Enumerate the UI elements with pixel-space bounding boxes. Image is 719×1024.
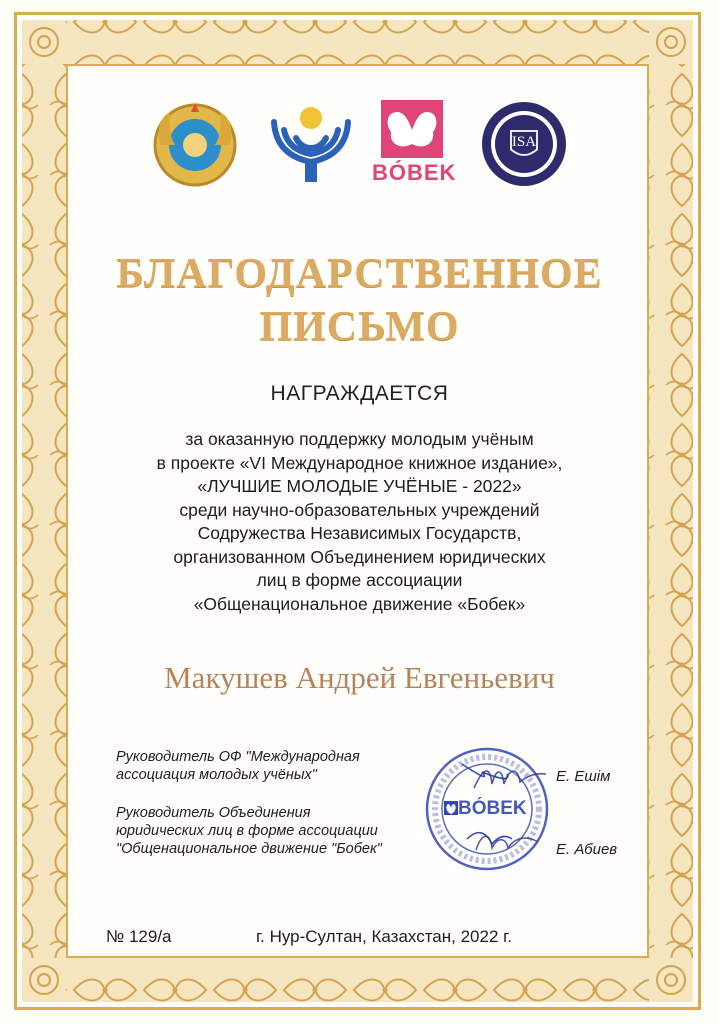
signatory-2-role — [116, 804, 382, 858]
award-text-line: «Общенациональное движение «Бобек» — [193, 593, 526, 614]
award-text-line: Содружества Независимых Государств, — [197, 523, 522, 543]
award-text-line: лиц в форме ассоциации — [256, 570, 463, 590]
award-text-line: в проекте «VI Международное книжное издание», — [156, 452, 563, 473]
document-number: № 129/а — [106, 927, 172, 946]
butterfly-icon — [381, 100, 443, 158]
signatory-role-line: Руководитель ОФ "Международная — [116, 749, 360, 765]
kazakhstan-emblem-icon — [150, 100, 240, 190]
signatory-role-line: "Общенациональное движение "Бобек" — [116, 841, 382, 857]
award-text — [0, 428, 719, 616]
cis-logo-icon — [266, 100, 356, 186]
signatory-role-line: юридических лиц в форме ассоциации — [116, 823, 378, 839]
award-text-line: среди научно-образовательных учреждений — [179, 499, 540, 520]
isa-logo — [480, 100, 568, 188]
signatory-role-line: ассоциация молодых учёных" — [116, 767, 317, 783]
title-line-2: ПИСЬМО — [259, 304, 460, 350]
recipient-name: Макушев Андрей Евгеньевич — [164, 660, 555, 695]
award-label: НАГРАЖДАЕТСЯ — [270, 382, 449, 405]
award-text-line: организованном Объединением юридических — [173, 546, 546, 567]
signatory-1-name: Е. Ешім — [556, 768, 611, 785]
signature-1-icon — [470, 760, 550, 796]
award-text-line: за оказанную поддержку молодым учёным — [185, 429, 534, 449]
isa-logo-text: ISA — [511, 134, 537, 150]
place-and-date: г. Нур-Султан, Казахстан, 2022 г. — [256, 927, 512, 946]
signatory-2-name: Е. Абиев — [556, 841, 618, 858]
stamp-center-text: BÓBEK — [458, 798, 527, 819]
award-text-line: «ЛУЧШИЕ МОЛОДЫЕ УЧЁНЫЕ - 2022» — [197, 476, 522, 496]
signatory-role-line: Руководитель Объединения — [116, 805, 311, 821]
bobek-logo — [372, 100, 457, 190]
bobek-logo-text: BÓBEK — [372, 160, 457, 185]
signature-2-icon — [472, 826, 542, 856]
signatory-1-role — [116, 748, 360, 784]
title-line-1: БЛАГОДАРСТВЕННОЕ — [116, 251, 603, 297]
